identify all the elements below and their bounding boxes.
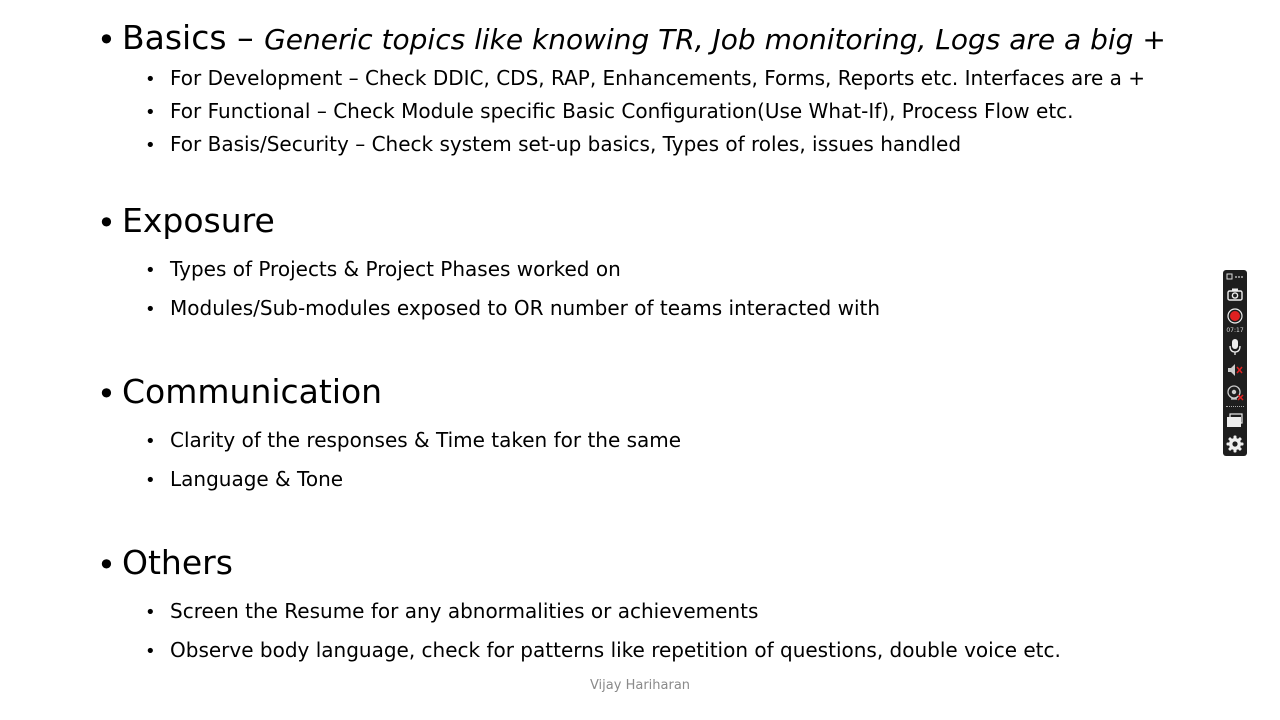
recorder-toolbar[interactable] — [1223, 270, 1247, 456]
list-item: • For Development – Check DDIC, CDS, RAP, Enhancements, Forms, Reports etc. Interfaces are a + — [145, 66, 1146, 90]
list-item: • Types of Projects & Project Phases worked on — [145, 257, 621, 281]
camera-icon[interactable] — [1223, 286, 1247, 302]
webcam-off-icon[interactable] — [1223, 383, 1247, 403]
list-item: • For Functional – Check Module specific Basic Configuration(Use What-If), Process Flow etc. — [145, 99, 1074, 123]
gear-icon[interactable] — [1223, 434, 1247, 454]
list-item: • Screen the Resume for any abnormalities or achievements — [145, 599, 759, 623]
list-item: • Observe body language, check for patterns like repetition of questions, double voice etc. — [145, 638, 1061, 662]
section-description: Generic topics like knowing TR, Job monitoring, Logs are a big + — [264, 23, 1166, 56]
screen-icon[interactable] — [1223, 412, 1247, 430]
section-separator: – — [237, 18, 254, 57]
recording-timer: 07:17 — [1226, 327, 1244, 334]
section-bullet: • — [97, 546, 116, 584]
list-item: • For Basis/Security – Check system set-up basics, Types of roles, issues handled — [145, 132, 962, 156]
slide-footer: Vijay Hariharan — [589, 678, 691, 693]
list-item: • Modules/Sub-modules exposed to OR number of teams interacted with — [145, 296, 881, 320]
section-title: Exposure — [122, 201, 275, 240]
section-bullet: • — [97, 21, 116, 59]
section-title: Communication — [122, 372, 383, 411]
list-item: • Language & Tone — [145, 467, 344, 491]
section-bullet: • — [97, 204, 116, 242]
section-title: Others — [122, 543, 233, 582]
section-title: Basics — [122, 18, 227, 57]
section-heading — [122, 19, 1166, 59]
section-bullet: • — [97, 375, 116, 413]
microphone-icon[interactable] — [1223, 338, 1247, 356]
toolbar-divider — [1226, 406, 1244, 407]
list-item: • Clarity of the responses & Time taken for the same — [145, 428, 682, 452]
record-icon[interactable] — [1223, 307, 1247, 325]
speaker-muted-icon[interactable] — [1223, 361, 1247, 379]
layout-icon[interactable] — [1223, 272, 1247, 282]
